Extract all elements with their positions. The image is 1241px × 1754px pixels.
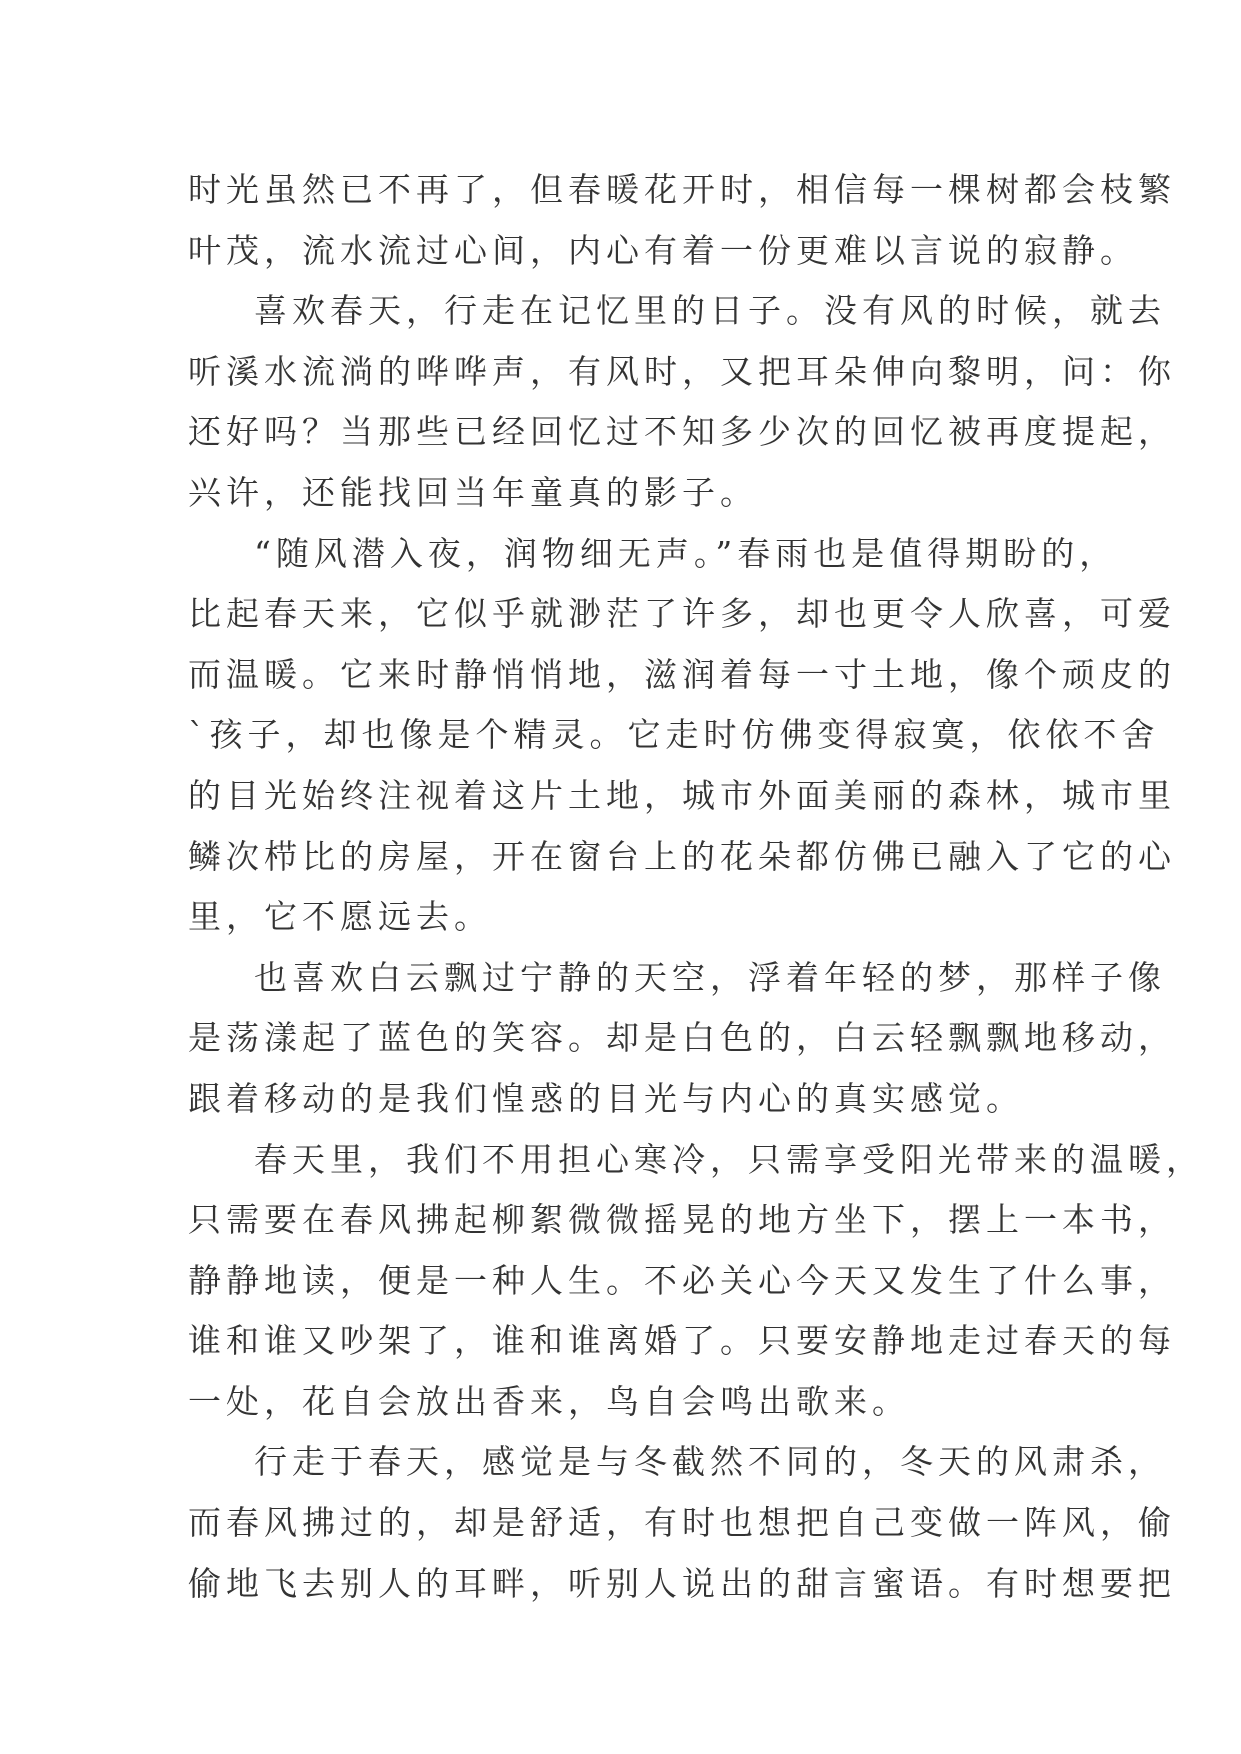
text-line: 比起春天来，它似乎就渺茫了许多，却也更令人欣喜，可爱 — [188, 594, 1176, 634]
text-line: 还好吗？当那些已经回忆过不知多少次的回忆被再度提起， — [188, 412, 1176, 452]
text-line: 行走于春天，感觉是与冬截然不同的，冬天的风肃杀， — [254, 1442, 1166, 1482]
text-line: 是荡漾起了蓝色的笑容。却是白色的，白云轻飘飘地移动， — [188, 1018, 1176, 1058]
text-line: “随风潜入夜，润物细无声。”春雨也是值得期盼的， — [254, 533, 1118, 573]
text-line: 谁和谁又吵架了，谁和谁离婚了。只要安静地走过春天的每 — [188, 1321, 1176, 1361]
text-line: 偷地飞去别人的耳畔，听别人说出的甜言蜜语。有时想要把 — [188, 1563, 1176, 1603]
text-line: 听溪水流淌的哗哗声，有风时，又把耳朵伸向黎明，问：你 — [188, 351, 1176, 391]
text-line: 一处，花自会放出香来，鸟自会鸣出歌来。 — [188, 1381, 910, 1421]
text-line: 而春风拂过的，却是舒适，有时也想把自己变做一阵风，偷 — [188, 1503, 1176, 1543]
text-line: 兴许，还能找回当年童真的影子。 — [188, 472, 758, 512]
text-line: 的目光始终注视着这片土地，城市外面美丽的森林，城市里 — [188, 775, 1176, 815]
text-line: 静静地读，便是一种人生。不必关心今天又发生了什么事， — [188, 1260, 1176, 1300]
text-line: 鳞次栉比的房屋，开在窗台上的花朵都仿佛已融入了它的心 — [188, 836, 1176, 876]
text-line: 里，它不愿远去。 — [188, 897, 492, 937]
text-line: 喜欢春天，行走在记忆里的日子。没有风的时候，就去 — [254, 291, 1166, 331]
text-line: `孩子，却也像是个精灵。它走时仿佛变得寂寞，依依不舍 — [188, 715, 1160, 755]
text-line: 跟着移动的是我们惶惑的目光与内心的真实感觉。 — [188, 1078, 1024, 1118]
text-line: 时光虽然已不再了，但春暖花开时，相信每一棵树都会枝繁 — [188, 170, 1176, 209]
body-text — [188, 160, 1204, 1614]
text-line: 春天里，我们不用担心寒冷，只需享受阳光带来的温暖， — [254, 1139, 1204, 1179]
text-line: 而温暖。它来时静悄悄地，滋润着每一寸土地，像个顽皮的 — [188, 654, 1176, 694]
text-line: 也喜欢白云飘过宁静的天空，浮着年轻的梦，那样子像 — [254, 957, 1166, 997]
text-line: 叶茂，流水流过心间，内心有着一份更难以言说的寂静。 — [188, 230, 1138, 270]
text-line: 只需要在春风拂起柳絮微微摇晃的地方坐下，摆上一本书， — [188, 1200, 1176, 1240]
